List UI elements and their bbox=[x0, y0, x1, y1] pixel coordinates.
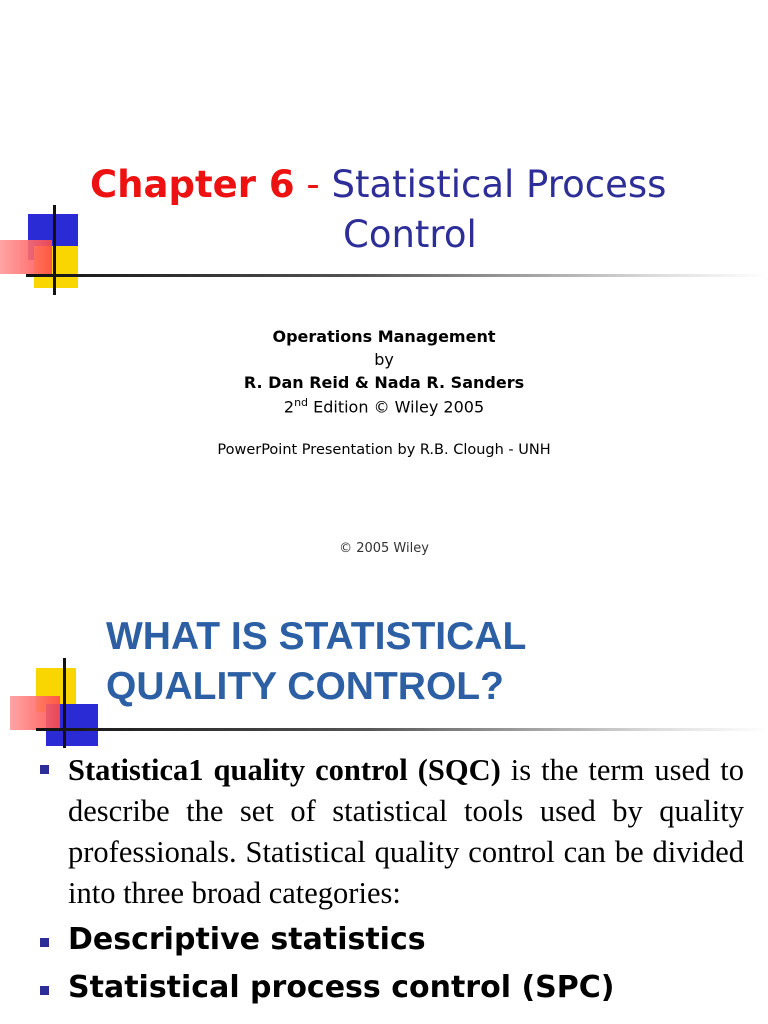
bullet-text: is the term used to describe the set of statistical tools used by quality professionals. Statistical quality control can be divided into three broad categories: bbox=[68, 753, 744, 910]
deco-vertical-line bbox=[53, 205, 56, 295]
presentation-credit: PowerPoint Presentation by R.B. Clough - UNH bbox=[217, 442, 551, 458]
authors: R. Dan Reid & Nada R. Sanders bbox=[243, 373, 525, 392]
bullet-square-icon bbox=[40, 765, 49, 774]
book-title: Operations Management bbox=[272, 327, 496, 346]
edition-number: 2 bbox=[283, 397, 295, 417]
deco-red-square bbox=[0, 240, 52, 274]
by-label: by bbox=[374, 350, 394, 369]
bullet-list bbox=[40, 750, 744, 1010]
deco-horizontal-line bbox=[36, 728, 768, 731]
edition bbox=[0, 396, 768, 416]
title-line-1: Statistical Process bbox=[331, 163, 667, 206]
content-slide bbox=[0, 590, 768, 1024]
bullet-square-icon bbox=[40, 938, 49, 947]
bullet-square-icon bbox=[40, 986, 49, 995]
deco-vertical-line bbox=[63, 658, 66, 748]
slide-title bbox=[90, 160, 666, 260]
title-line-1: WHAT IS STATISTICAL bbox=[106, 615, 527, 658]
chapter-label: Chapter 6 bbox=[90, 163, 295, 206]
copyright: © 2005 Wiley bbox=[339, 541, 429, 556]
bullet-term: Statistica1 quality control (SQC) bbox=[68, 753, 501, 787]
bullet-text: Descriptive statistics bbox=[68, 922, 426, 957]
title-line-2: QUALITY CONTROL? bbox=[106, 665, 504, 708]
bullet-text: Statistical process control (SPC) bbox=[68, 970, 615, 1005]
edition-suffix: nd bbox=[294, 396, 309, 409]
deco-horizontal-line bbox=[26, 274, 768, 277]
deco-red-square bbox=[10, 696, 60, 730]
title-dash: - bbox=[294, 163, 332, 206]
title-line-2: Control bbox=[343, 213, 477, 256]
slide-title bbox=[106, 612, 526, 712]
bullet-item bbox=[40, 750, 744, 914]
bullet-item bbox=[40, 966, 744, 1010]
bullet-item bbox=[40, 918, 744, 962]
edition-rest: Edition © Wiley 2005 bbox=[308, 397, 485, 417]
